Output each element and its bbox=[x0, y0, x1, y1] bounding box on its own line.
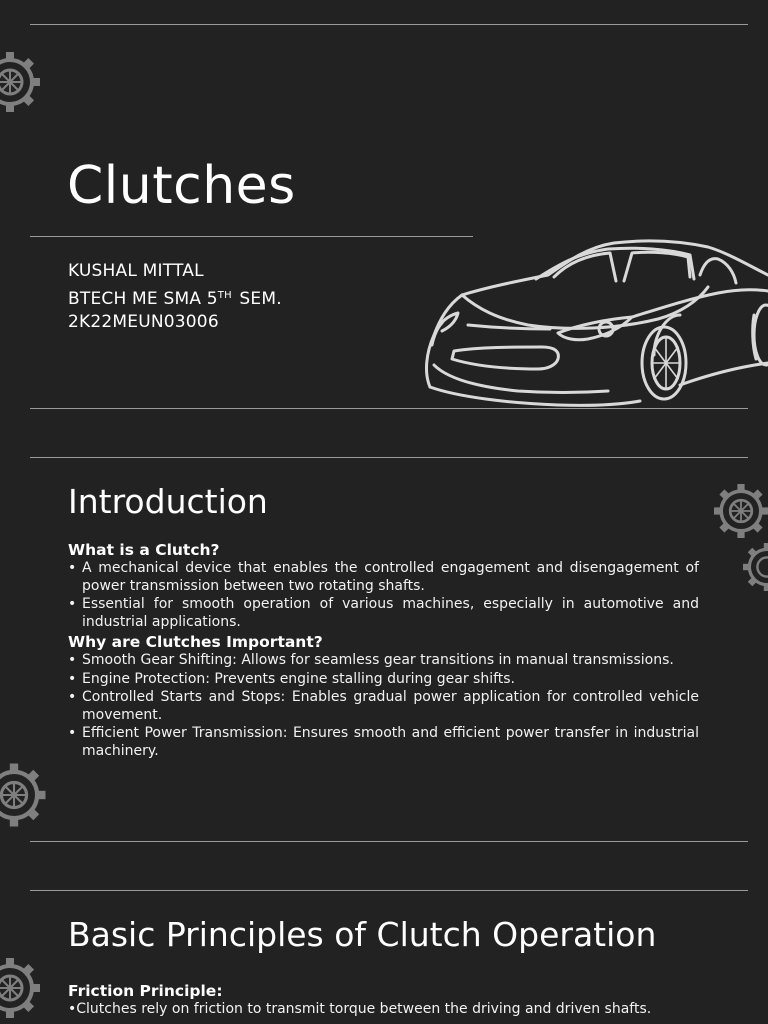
list-item: • Controlled Starts and Stops: Enables gradual power application for controlled vehicle movement. bbox=[68, 689, 699, 724]
presentation-title: Clutches bbox=[67, 156, 296, 216]
slide-principles bbox=[0, 868, 768, 1024]
author-name: KUSHAL MITTAL bbox=[68, 261, 204, 281]
slide-title bbox=[0, 0, 768, 435]
list-item: • Smooth Gear Shifting: Allows for seamless gear transitions in manual transmissions. bbox=[68, 652, 699, 670]
title-underline bbox=[30, 236, 473, 237]
list-item: • Efficient Power Transmission: Ensures smooth and efficient power transfer in industrial machinery. bbox=[68, 725, 699, 760]
gear-icon bbox=[0, 948, 50, 1024]
intro-content bbox=[68, 541, 699, 762]
bullet-list bbox=[68, 652, 699, 760]
author-block bbox=[68, 260, 282, 335]
bottom-rule bbox=[30, 408, 748, 409]
gear-icon bbox=[0, 42, 50, 122]
subheading-friction: Friction Principle: bbox=[68, 982, 223, 1000]
top-rule bbox=[30, 890, 748, 891]
gear-icon bbox=[0, 753, 56, 837]
list-item: • A mechanical device that enables the controlled engagement and disengagement of power transmission between two rotating shafts. bbox=[68, 560, 699, 595]
paragraph: •Clutches rely on friction to transmit torque between the driving and driven shafts. bbox=[68, 1001, 652, 1017]
slide-introduction bbox=[0, 435, 768, 868]
author-roll: 2K22MEUN03006 bbox=[68, 312, 219, 332]
subheading-why: Why are Clutches Important? bbox=[68, 633, 323, 651]
top-rule bbox=[30, 457, 748, 458]
bullet-list bbox=[68, 560, 699, 631]
gear-icon bbox=[735, 535, 768, 599]
list-item: • Essential for smooth operation of various machines, especially in automotive and industrial applications. bbox=[68, 596, 699, 631]
bottom-rule bbox=[30, 841, 748, 842]
section-title: Basic Principles of Clutch Operation bbox=[68, 915, 657, 954]
subheading-what: What is a Clutch? bbox=[68, 541, 220, 559]
sports-car-outline-icon bbox=[418, 235, 768, 410]
list-item: • Engine Protection: Prevents engine stalling during gear shifts. bbox=[68, 671, 699, 689]
author-course: BTECH ME SMA 5TH SEM. bbox=[68, 288, 282, 309]
principles-content bbox=[68, 982, 699, 1019]
section-title: Introduction bbox=[68, 482, 268, 521]
top-rule bbox=[30, 24, 748, 25]
